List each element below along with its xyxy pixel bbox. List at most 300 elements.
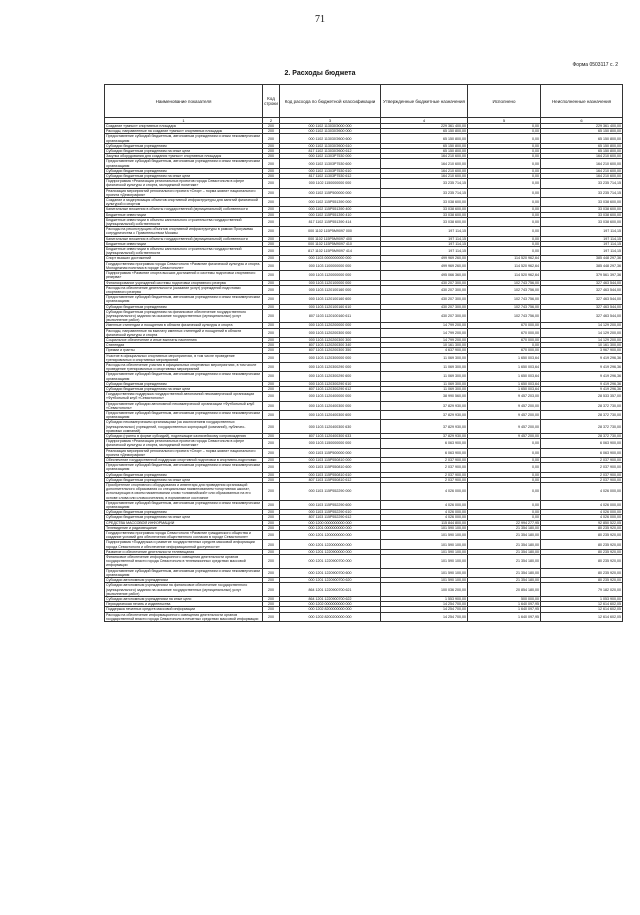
row-name: Субсидии автономным учреждениям: [105, 578, 263, 583]
row-approved: 4 026 000,00: [381, 515, 468, 520]
table-row: [105, 227, 623, 236]
table-row: [105, 420, 623, 434]
row-line-code: 200: [263, 217, 280, 226]
table-row: [105, 198, 623, 207]
row-remaining: 65 150 800,00: [541, 129, 623, 134]
row-remaining: 197 114,15: [541, 241, 623, 246]
row-executed: 0,00: [468, 168, 541, 173]
row-name: Расходы, направленные на выплату именных стипендий и поощрений в области физической культуры и спорта: [105, 328, 263, 337]
row-approved: 499 969 260,00: [381, 256, 468, 261]
row-remaining: 65 150 800,00: [541, 134, 623, 143]
row-executed: 670 000,00: [468, 337, 541, 342]
row-remaining: 327 463 544,00: [541, 304, 623, 309]
table-row: [105, 285, 623, 294]
row-line-code: 200: [263, 271, 280, 280]
row-remaining: 9 419 296,36: [541, 353, 623, 362]
row-classification-code: 000 1103 1150000000 000: [280, 439, 381, 448]
row-classification-code: 817 1102 115Р5М9097 414: [280, 247, 381, 256]
table-row: [105, 392, 623, 401]
row-executed: 0,00: [468, 154, 541, 159]
row-approved: 430 207 300,00: [381, 309, 468, 323]
row-remaining: 14 129 200,00: [541, 328, 623, 337]
row-name: Бюджетные инвестиции в объекты капитального строительства государственной (муниципальной) собственности: [105, 217, 263, 226]
row-approved: 10 161 300,00: [381, 343, 468, 348]
row-classification-code: 000 1103 1120300000 000: [280, 353, 381, 362]
row-name: Субсидии бюджетным учреждениям на иные цели: [105, 386, 263, 391]
row-remaining: 92 850 522,05: [541, 520, 623, 525]
row-line-code: 200: [263, 463, 280, 472]
row-name: Спорт высших достижений: [105, 256, 263, 261]
row-approved: 11 069 300,00: [381, 372, 468, 381]
row-remaining: 12 614 602,05: [541, 612, 623, 621]
row-approved: 197 114,15: [381, 227, 468, 236]
row-classification-code: 000 1102 115Р551390 410: [280, 212, 381, 217]
table-row: [105, 353, 623, 362]
row-remaining: 33 235 714,15: [541, 179, 623, 188]
table-row: [105, 463, 623, 472]
row-remaining: 2 037 900,00: [541, 463, 623, 472]
row-executed: 0,00: [468, 448, 541, 457]
column-number: 1: [105, 118, 263, 124]
row-executed: 21 354 180,00: [468, 555, 541, 569]
row-line-code: 200: [263, 520, 280, 525]
row-executed: 21 354 180,00: [468, 568, 541, 577]
row-approved: 164 210 600,00: [381, 154, 468, 159]
table-row: [105, 568, 623, 577]
row-approved: 14 799 200,00: [381, 328, 468, 337]
row-name: Создание «умных» спортивных площадок: [105, 124, 263, 129]
row-line-code: 200: [263, 434, 280, 439]
row-line-code: 200: [263, 261, 280, 270]
row-classification-code: 000 1102 115Р500000 000: [280, 188, 381, 197]
row-classification-code: 000 1103 115Р552290 610: [280, 510, 381, 515]
row-remaining: 65 150 800,00: [541, 143, 623, 148]
row-classification-code: 000 1200 0000000000 000: [280, 520, 381, 525]
row-classification-code: 000 1103 1120000000 000: [280, 271, 381, 280]
row-remaining: 33 038 600,00: [541, 217, 623, 226]
row-remaining: 229 361 400,00: [541, 124, 623, 129]
row-approved: 33 038 600,00: [381, 198, 468, 207]
row-line-code: 200: [263, 381, 280, 386]
table-header-row: [105, 85, 623, 118]
row-approved: 164 210 600,00: [381, 168, 468, 173]
row-name: Именные стипендии и поощрения в области физической культуры и спорта: [105, 323, 263, 328]
row-executed: 9 457 200,00: [468, 410, 541, 419]
row-line-code: 200: [263, 568, 280, 577]
row-name: Субсидии бюджетным учреждениям: [105, 304, 263, 309]
row-line-code: 200: [263, 410, 280, 419]
row-name: Подпрограмма «Поддержка и развитие государственных средств массовой информации города Севастополя и обеспечение информационной доступности»: [105, 540, 263, 549]
row-approved: 14 254 700,00: [381, 602, 468, 607]
row-line-code: 200: [263, 549, 280, 554]
row-classification-code: 000 1201 1220000000 000: [280, 540, 381, 549]
row-classification-code: 000 1103 1120100160 000: [280, 285, 381, 294]
row-approved: 495 066 360,00: [381, 271, 468, 280]
table-row: [105, 261, 623, 270]
row-line-code: 200: [263, 531, 280, 540]
row-classification-code: 807 1103 1120200300 340: [280, 343, 381, 348]
row-executed: 0,00: [468, 198, 541, 207]
header-classification-code: Код расхода по бюджетной классификации: [280, 85, 381, 118]
row-name: СРЕДСТВА МАССОВОЙ ИНФОРМАЦИИ: [105, 520, 263, 525]
row-executed: 20 854 180,00: [468, 583, 541, 597]
row-executed: 0,00: [468, 483, 541, 501]
row-name: Периодическая печать и издательства: [105, 602, 263, 607]
row-classification-code: 000 1201 1200000000 000: [280, 531, 381, 540]
row-executed: 9 457 200,00: [468, 420, 541, 434]
row-executed: 1 640 097,95: [468, 612, 541, 621]
row-classification-code: 000 1103 1120200000 000: [280, 323, 381, 328]
row-classification-code: 000 1103 1120100000 000: [280, 280, 381, 285]
row-approved: 11 069 300,00: [381, 386, 468, 391]
row-classification-code: 000 1102 11303Р7530 600: [280, 159, 381, 168]
row-classification-code: 000 1102 115Р5М9097 400: [280, 236, 381, 241]
row-approved: 38 990 560,00: [381, 392, 468, 401]
row-name: Субсидии автономным учреждениям на финансовое обеспечение государственного (муниципального) задания на оказание государственных (муниципальных) услуг (выполнение работ): [105, 583, 263, 597]
row-executed: 0,00: [468, 179, 541, 188]
row-line-code: 200: [263, 256, 280, 261]
row-line-code: 200: [263, 448, 280, 457]
row-approved: 1 553 900,00: [381, 596, 468, 601]
row-executed: 0,00: [468, 236, 541, 241]
row-executed: 9 457 203,00: [468, 392, 541, 401]
row-classification-code: 000 1202 0000000000 000: [280, 602, 381, 607]
row-name: Финансовое обеспечение информационного освещения деятельности органов государственной власти города Севастополя в телевизионных средствах массовой информации: [105, 555, 263, 569]
row-name: Предоставление субсидий бюджетным, автономным учреждениям и иным некоммерческим организациям: [105, 134, 263, 143]
row-classification-code: 000 1202 8200000000 000: [280, 607, 381, 612]
row-classification-code: 817 1102 113030Э500 612: [280, 149, 381, 154]
header-approved: Утвержденные бюджетные назначения: [381, 85, 468, 118]
row-name: Предоставление субсидий бюджетным, автономным учреждениям и иным некоммерческим организациям: [105, 295, 263, 304]
row-line-code: 200: [263, 477, 280, 482]
row-approved: 4 637 900,00: [381, 348, 468, 353]
row-line-code: 200: [263, 401, 280, 410]
row-line-code: 200: [263, 555, 280, 569]
row-remaining: 28 372 730,00: [541, 410, 623, 419]
row-classification-code: 000 1201 1220900700 000: [280, 555, 381, 569]
row-line-code: 200: [263, 285, 280, 294]
row-approved: 4 026 000,00: [381, 510, 468, 515]
row-approved: 37 829 930,00: [381, 410, 468, 419]
row-remaining: 164 210 600,00: [541, 168, 623, 173]
row-approved: 65 150 800,00: [381, 143, 468, 148]
row-name: Расходы на обеспечение участия в официальных спортивных мероприятиях, в том числе проведение тренировочных и спортивных мероприятий: [105, 362, 263, 371]
row-name: Бюджетные инвестиции в объекты капитального строительства государственной (муниципальной) собственности: [105, 247, 263, 256]
row-remaining: 2 037 900,00: [541, 472, 623, 477]
row-remaining: 33 038 600,00: [541, 212, 623, 217]
row-executed: 670 000,00: [468, 323, 541, 328]
row-approved: 33 038 600,00: [381, 207, 468, 212]
header-name: Наименование показателя: [105, 85, 263, 118]
row-executed: 1 650 003,64: [468, 381, 541, 386]
row-name: Субсидии бюджетным учреждениям: [105, 472, 263, 477]
row-approved: 11 069 300,00: [381, 353, 468, 362]
row-classification-code: 000 1102 113030Э500 610: [280, 143, 381, 148]
row-classification-code: 000 1102 11303Р7530 000: [280, 154, 381, 159]
row-line-code: 200: [263, 596, 280, 601]
row-remaining: 327 463 544,00: [541, 285, 623, 294]
row-approved: 33 038 600,00: [381, 212, 468, 217]
row-executed: 0,00: [468, 458, 541, 463]
row-name: Субсидии автономным учреждениям на иные цели: [105, 596, 263, 601]
table-row: [105, 540, 623, 549]
row-remaining: 12 614 602,05: [541, 607, 623, 612]
row-executed: 21 354 180,00: [468, 578, 541, 583]
row-remaining: 9 419 296,36: [541, 386, 623, 391]
row-executed: 1 650 003,64: [468, 372, 541, 381]
row-remaining: 6 063 900,00: [541, 448, 623, 457]
row-line-code: 200: [263, 174, 280, 179]
row-executed: 0,00: [468, 500, 541, 509]
row-name: Субсидии бюджетным учреждениям на иные цели: [105, 149, 263, 154]
row-classification-code: 807 1103 1120200300 350: [280, 348, 381, 353]
row-executed: 0,00: [468, 159, 541, 168]
row-remaining: 9 419 296,36: [541, 381, 623, 386]
row-approved: 101 590 100,00: [381, 540, 468, 549]
row-executed: 102 743 756,00: [468, 280, 541, 285]
row-name: Капитальные вложения в объекты государственной (муниципальной) собственности: [105, 236, 263, 241]
row-executed: 500 000,00: [468, 596, 541, 601]
row-executed: 0,00: [468, 510, 541, 515]
row-executed: 1 650 003,64: [468, 386, 541, 391]
row-remaining: 327 463 544,00: [541, 309, 623, 323]
table-row: [105, 439, 623, 448]
table-row: [105, 483, 623, 501]
row-name: Участие в официальных спортивных мероприятиях, в том числе проведение тренировочных и спортивных мероприятий: [105, 353, 263, 362]
row-approved: 2 037 900,00: [381, 458, 468, 463]
row-classification-code: 000 1103 115Р500000 000: [280, 448, 381, 457]
row-remaining: 10 161 300,00: [541, 343, 623, 348]
row-classification-code: 817 1102 11303Р7530 612: [280, 174, 381, 179]
row-remaining: 14 129 200,00: [541, 323, 623, 328]
row-name: Субсидии бюджетным учреждениям на финансовое обеспечение государственного (муниципального) задания на оказание государственных (муниципальных) услуг (выполнение работ): [105, 309, 263, 323]
table-row: [105, 401, 623, 410]
row-approved: 197 114,15: [381, 247, 468, 256]
row-approved: 65 150 800,00: [381, 129, 468, 134]
row-classification-code: 000 1103 1120400000 000: [280, 392, 381, 401]
row-line-code: 200: [263, 149, 280, 154]
row-approved: 101 590 100,00: [381, 568, 468, 577]
row-name: Реализация мероприятий регионального проекта «Спорт – норма жизни» национального проекта «Демография»: [105, 448, 263, 457]
row-line-code: 200: [263, 510, 280, 515]
row-remaining: 385 448 297,36: [541, 261, 623, 270]
row-approved: 115 844 800,00: [381, 520, 468, 525]
row-name: Предоставление субсидий бюджетным, автономным учреждениям и иным некоммерческим организациям: [105, 568, 263, 577]
row-remaining: 80 235 920,00: [541, 540, 623, 549]
column-number: 3: [280, 118, 381, 124]
row-approved: 14 799 200,00: [381, 323, 468, 328]
row-remaining: 28 372 730,00: [541, 401, 623, 410]
row-classification-code: 000 1103 1120400300 630: [280, 420, 381, 434]
row-approved: 430 207 300,00: [381, 304, 468, 309]
row-name: Подпрограмма «Реализация региональных проектов города Севастополя в сфере физической культуры и спорта, молодежной политики»: [105, 439, 263, 448]
row-remaining: 80 235 920,00: [541, 525, 623, 530]
row-line-code: 200: [263, 500, 280, 509]
row-line-code: 200: [263, 578, 280, 583]
row-line-code: 200: [263, 323, 280, 328]
row-approved: 37 829 930,00: [381, 401, 468, 410]
row-classification-code: 000 1102 113030Э000 000: [280, 124, 381, 129]
row-name: Капитальные вложения в объекты государственной (муниципальной) собственности: [105, 207, 263, 212]
row-remaining: 80 235 920,00: [541, 549, 623, 554]
row-approved: 14 254 700,00: [381, 607, 468, 612]
row-remaining: 327 463 544,00: [541, 295, 623, 304]
table-row: [105, 271, 623, 280]
form-code: Форма 0503117 с. 2: [572, 62, 618, 68]
row-line-code: 200: [263, 458, 280, 463]
row-name: Реализация мероприятий регионального проекта «Спорт – норма жизни» национального проекта «Демография»: [105, 188, 263, 197]
row-name: Бюджетные инвестиции: [105, 241, 263, 246]
row-approved: 100 036 200,00: [381, 583, 468, 597]
row-classification-code: 000 1202 8200200000 000: [280, 612, 381, 621]
row-classification-code: 000 1201 1220900000 000: [280, 549, 381, 554]
row-approved: 2 037 900,00: [381, 463, 468, 472]
header-remaining: Неисполненные назначения: [541, 85, 623, 118]
row-line-code: 200: [263, 198, 280, 207]
row-remaining: 33 038 600,00: [541, 198, 623, 207]
section-title: 2. Расходы бюджета: [284, 70, 356, 77]
row-classification-code: 000 1103 115Р550810 610: [280, 472, 381, 477]
row-name: Телевидение и радиовещание: [105, 525, 263, 530]
table-row: [105, 612, 623, 621]
row-remaining: 4 026 000,00: [541, 515, 623, 520]
table-row: [105, 295, 623, 304]
row-line-code: 200: [263, 515, 280, 520]
row-line-code: 200: [263, 328, 280, 337]
row-executed: 21 354 180,00: [468, 540, 541, 549]
row-remaining: 3 967 900,00: [541, 348, 623, 353]
row-remaining: 164 210 600,00: [541, 174, 623, 179]
row-remaining: 385 448 297,36: [541, 256, 623, 261]
row-name: Расходы, направленные на создание «умных» спортивных площадок: [105, 129, 263, 134]
row-approved: 101 590 100,00: [381, 531, 468, 540]
row-remaining: 28 372 730,00: [541, 434, 623, 439]
row-executed: 0,00: [468, 241, 541, 246]
row-line-code: 200: [263, 337, 280, 342]
row-classification-code: 000 1103 115Р550810 000: [280, 458, 381, 463]
row-executed: 0,00: [468, 247, 541, 256]
row-name: Подпрограмма «Развитие спорта высших достижений и системы подготовки спортивного резерва»: [105, 271, 263, 280]
row-executed: 102 743 756,00: [468, 309, 541, 323]
row-remaining: 197 114,15: [541, 247, 623, 256]
row-name: Премии и гранты: [105, 348, 263, 353]
row-line-code: 200: [263, 343, 280, 348]
row-remaining: 379 561 397,36: [541, 271, 623, 280]
row-remaining: 4 026 000,00: [541, 510, 623, 515]
row-line-code: 200: [263, 280, 280, 285]
row-approved: 164 210 600,00: [381, 174, 468, 179]
row-classification-code: 807 1103 1120300290 612: [280, 386, 381, 391]
header-executed: Исполнено: [468, 85, 541, 118]
row-executed: 114 520 962,64: [468, 261, 541, 270]
row-classification-code: 000 1103 115Р550810 600: [280, 463, 381, 472]
row-name: Расходы на реконструкцию объектов спортивной инфраструктуры в рамках Программы сотрудничества с Правительством Москвы: [105, 227, 263, 236]
column-number: 5: [468, 118, 541, 124]
row-approved: 33 235 714,15: [381, 179, 468, 188]
row-remaining: 80 235 920,00: [541, 568, 623, 577]
row-classification-code: 000 1103 1100000000 000: [280, 261, 381, 270]
row-name: Государственная поддержка государственной автономной некоммерческой организации «Футбольный клуб «Севастополь»: [105, 392, 263, 401]
row-line-code: 200: [263, 612, 280, 621]
row-executed: 1 650 003,64: [468, 353, 541, 362]
row-approved: 33 235 714,15: [381, 188, 468, 197]
row-approved: 229 361 400,00: [381, 124, 468, 129]
row-approved: 2 037 900,00: [381, 477, 468, 482]
row-line-code: 200: [263, 439, 280, 448]
row-remaining: 327 463 544,00: [541, 280, 623, 285]
row-executed: 0,00: [468, 134, 541, 143]
row-executed: 1 640 097,95: [468, 602, 541, 607]
row-classification-code: 807 1103 115Р552290 612: [280, 515, 381, 520]
table-row: [105, 448, 623, 457]
table-row: [105, 179, 623, 188]
row-classification-code: 000 1102 11303Р7530 610: [280, 168, 381, 173]
row-approved: 101 590 100,00: [381, 549, 468, 554]
row-approved: 197 114,15: [381, 236, 468, 241]
row-approved: 65 150 800,00: [381, 134, 468, 143]
row-line-code: 200: [263, 304, 280, 309]
row-line-code: 200: [263, 602, 280, 607]
row-executed: 0,00: [468, 515, 541, 520]
row-executed: 114 520 962,64: [468, 271, 541, 280]
row-line-code: 200: [263, 386, 280, 391]
row-name: Расходы на обеспечение информационного освещения деятельности органов государственной власти города Севастополя в печатных средствах массовой информации: [105, 612, 263, 621]
row-name: Социальное обеспечение и иные выплаты населению: [105, 337, 263, 342]
row-approved: 14 799 200,00: [381, 337, 468, 342]
row-name: Приобретение спортивного оборудования и инвентаря для приведения организаций дополнительного образования со специальным наименованием «спортивная школа», использующих в своем наименовании слово «олимпийский» или образованных на его основе слова или словосочетания, в нормативное состояние: [105, 483, 263, 501]
row-executed: 9 457 200,00: [468, 434, 541, 439]
row-name: Стипендии: [105, 343, 263, 348]
row-classification-code: 000 1103 1120300290 610: [280, 381, 381, 386]
row-name: Бюджетные инвестиции: [105, 212, 263, 217]
row-line-code: 200: [263, 179, 280, 188]
row-executed: 0,00: [468, 212, 541, 217]
row-remaining: 197 114,15: [541, 236, 623, 241]
row-executed: 21 354 180,00: [468, 549, 541, 554]
row-line-code: 200: [263, 241, 280, 246]
table-row: [105, 309, 623, 323]
row-approved: 4 026 000,00: [381, 483, 468, 501]
row-name: Подпрограмма «Реализация региональных проектов города Севастополя в сфере физической культуры и спорта, молодежной политики»: [105, 179, 263, 188]
row-remaining: 14 129 200,00: [541, 337, 623, 342]
row-name: Субсидии бюджетным учреждениям: [105, 143, 263, 148]
column-number: 4: [381, 118, 468, 124]
row-executed: 0,00: [468, 129, 541, 134]
row-classification-code: 807 1103 115Р550810 612: [280, 477, 381, 482]
row-name: Поддержка печатных средств массовой информации: [105, 607, 263, 612]
row-approved: 4 026 000,00: [381, 500, 468, 509]
row-executed: 0,00: [468, 124, 541, 129]
row-name: Расходы на обеспечение деятельности (оказание услуг) учреждений подготовки спортивного резерва: [105, 285, 263, 294]
table-row: [105, 328, 623, 337]
row-remaining: 1 053 900,00: [541, 596, 623, 601]
row-classification-code: 000 1103 1120100160 610: [280, 304, 381, 309]
row-line-code: 200: [263, 392, 280, 401]
row-line-code: 200: [263, 472, 280, 477]
row-line-code: 200: [263, 420, 280, 434]
row-name: Предоставление субсидии автономной некоммерческой организации «Футбольный клуб «Севастополь»: [105, 401, 263, 410]
row-name: Субсидии бюджетным учреждениям на иные цели: [105, 477, 263, 482]
row-classification-code: 000 1103 1120100160 600: [280, 295, 381, 304]
row-executed: 0,00: [468, 227, 541, 236]
table-row: [105, 159, 623, 168]
row-executed: 0,00: [468, 217, 541, 226]
row-remaining: 80 235 920,00: [541, 555, 623, 569]
row-classification-code: 000 1201 0000000000 000: [280, 525, 381, 530]
row-line-code: 200: [263, 159, 280, 168]
row-executed: 0,00: [468, 439, 541, 448]
row-classification-code: 000 1103 115Р552290 600: [280, 500, 381, 509]
